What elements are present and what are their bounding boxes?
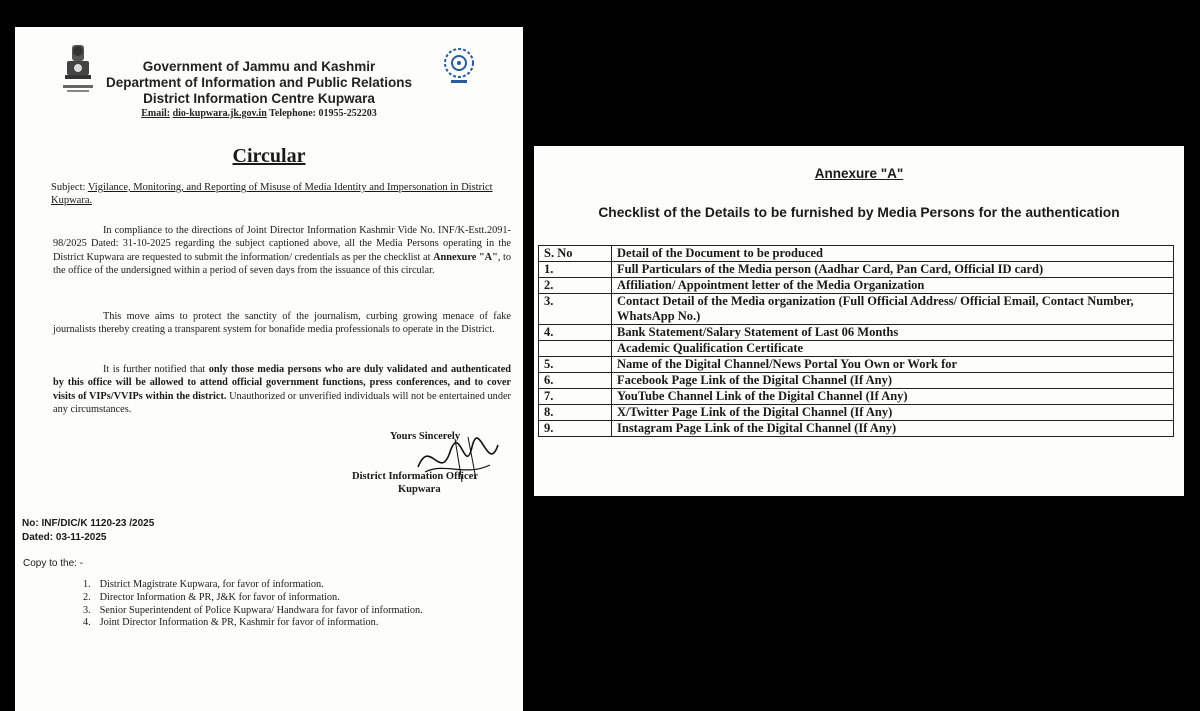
- subject: [51, 181, 501, 207]
- copy-to-heading: Copy to the: -: [23, 558, 84, 569]
- table-row: 1. Full Particulars of the Media person (Aadhar Card, Pan Card, Official ID card): [539, 262, 1174, 278]
- department-line: Department of Information and Public Relations: [105, 75, 413, 90]
- table-row: 2. Affiliation/ Appointment letter of the Media Organization: [539, 278, 1174, 294]
- closing: Yours Sincerely: [390, 431, 461, 442]
- office-line: District Information Centre Kupwara: [143, 91, 375, 106]
- annexure-page: [534, 146, 1184, 496]
- subject-text: Vigilance, Monitoring, and Reporting of Misuse of Media Identity and Impersonation in District Kupwara.: [51, 182, 493, 206]
- table-row: 7. YouTube Channel Link of the Digital Channel (If Any): [539, 389, 1174, 405]
- table-row: 4. Bank Statement/Salary Statement of Last 06 Months: [539, 325, 1174, 341]
- contact-line: [75, 108, 443, 119]
- officer-designation: District Information Officer: [352, 471, 478, 482]
- officer-place: Kupwara: [398, 484, 441, 495]
- table-row: 9. Instagram Page Link of the Digital Channel (If Any): [539, 421, 1174, 437]
- annexure-subtitle: Checklist of the Details to be furnished by Media Persons for the authentication: [598, 205, 1120, 220]
- government-line: Government of Jammu and Kashmir: [142, 59, 376, 74]
- table-row: 3. Contact Detail of the Media organization (Full Official Address/ Official Email, Contact Number, WhatsApp No.): [539, 294, 1174, 325]
- paragraph-compliance: In compliance to the directions of Joint Director Information Kashmir Vide No. INF/K-Estt.2091-98/2025 Dated: 31-10-2025 regarding the subject captioned above, all the Media Persons operating in the District Kupwara are requested to submit the information/ credentials as per the checklist at Annexure "A", to the office of the undersigned within a period of seven days from the issuance of this circular.: [53, 225, 512, 277]
- reference-number: No: INF/DIC/K 1120-23 /2025: [22, 518, 155, 529]
- table-row: 5. Name of the Digital Channel/News Portal You Own or Work for: [539, 357, 1174, 373]
- list-item: 4. Joint Director Information & PR, Kashmir for favor of information.: [83, 617, 379, 629]
- telephone: Telephone: 01955-252203: [269, 108, 377, 119]
- circular-title: Circular: [232, 145, 306, 167]
- paragraph-purpose: This move aims to protect the sanctity of the journalism, curbing growing menace of fake journalists thereby creating a transparent system for bonafide media professionals to operate in the District.: [53, 311, 511, 336]
- checklist-table: [538, 245, 1174, 437]
- table-row: 6. Facebook Page Link of the Digital Channel (If Any): [539, 373, 1174, 389]
- email-label: Email:: [141, 108, 171, 119]
- subject-label: Subject:: [51, 182, 86, 193]
- list-item: 2. Director Information & PR, J&K for favor of information.: [83, 591, 340, 603]
- department-logo-icon: [442, 45, 476, 85]
- annexure-title: Annexure "A": [814, 166, 904, 181]
- table-header: S. No Detail of the Document to be produced: [539, 246, 1174, 262]
- letterhead: [15, 27, 523, 127]
- paragraph-notice: It is further notified that only those media persons who are duly validated and authenticated by this office will be allowed to attend official government functions, press conferences, and to cover visits of VIPs/VVIPs within the district. Unauthorized or unverified individuals will not be entertained under any circumstances.: [53, 364, 512, 416]
- reference-date: Dated: 03-11-2025: [22, 532, 107, 543]
- circular-page: [15, 27, 523, 711]
- table-row: 8. X/Twitter Page Link of the Digital Channel (If Any): [539, 405, 1174, 421]
- table-row: Academic Qualification Certificate: [539, 341, 1174, 357]
- copy-to-list: [83, 579, 423, 630]
- email-address: dio-kupwara.jk.gov.in: [172, 108, 267, 119]
- list-item: 1. District Magistrate Kupwara, for favor of information.: [83, 579, 324, 590]
- list-item: 3. Senior Superintendent of Police Kupwara/ Handwara for favor of information.: [83, 604, 423, 616]
